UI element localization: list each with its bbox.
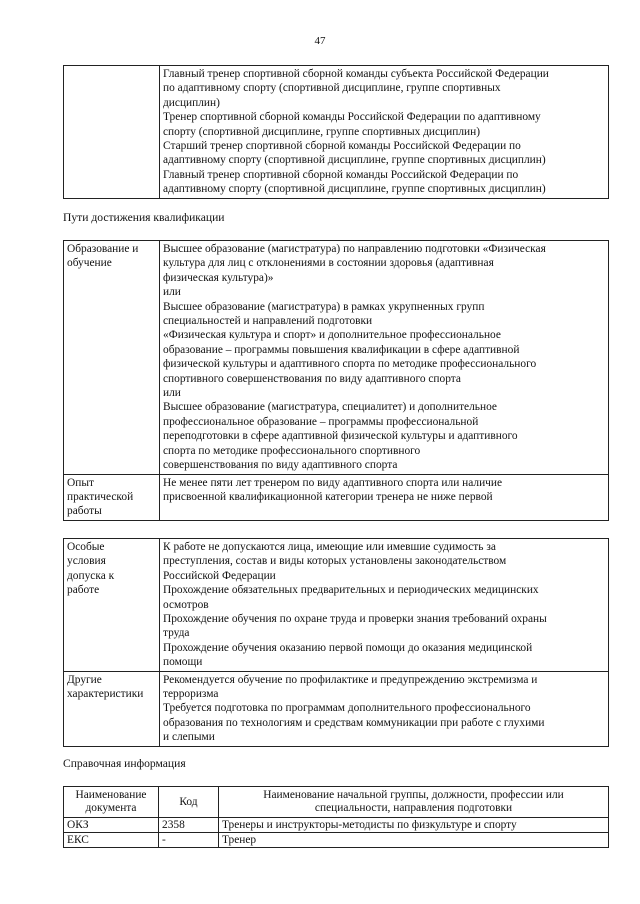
code-cell: - xyxy=(159,833,219,848)
text-line: Требуется подготовка по программам дополнительного профессионального xyxy=(163,702,531,715)
text-line: Рекомендуется обучение по профилактике и предупреждению экстремизма и xyxy=(163,673,538,686)
positions-cell xyxy=(160,66,609,199)
header-line: специальности, направления подготовки xyxy=(314,802,513,814)
text-line: или xyxy=(163,286,181,299)
text-line: образование – программы повышения квалификации в сфере адаптивной xyxy=(163,343,520,356)
text-line: Прохождение обязательных предварительных и периодических медицинских xyxy=(163,584,539,597)
header-code: Код xyxy=(159,787,219,818)
label-line: условия xyxy=(67,555,106,568)
text-line: труда xyxy=(163,627,190,640)
text-line: Российской Федерации xyxy=(163,569,276,582)
label-line: обучение xyxy=(67,257,112,270)
empty-label-cell xyxy=(64,66,160,199)
text-line: адаптивному спорту (спортивной дисциплине, группе спортивных дисциплин) xyxy=(163,154,546,167)
text-line: Старший тренер спортивной сборной команды Российской Федерации по xyxy=(163,140,521,153)
text-line: и слепыми xyxy=(163,731,215,744)
text-line: терроризма xyxy=(163,688,219,701)
label-line: Особые xyxy=(67,541,105,553)
text-line: специальностей и направлений подготовки xyxy=(163,315,373,328)
text-line: Не менее пяти лет тренером по виду адаптивного спорта или наличие xyxy=(163,476,503,489)
content-cell xyxy=(160,241,609,475)
text-line: К работе не допускаются лица, имеющие или имевшие судимость за xyxy=(163,541,496,553)
page-number: 47 xyxy=(314,35,326,47)
content-cell xyxy=(160,474,609,520)
table-row xyxy=(64,671,609,746)
label-line: работы xyxy=(67,505,102,518)
text-line: Тренер спортивной сборной команды Российской Федерации по адаптивному xyxy=(163,111,541,124)
label-cell xyxy=(64,241,160,475)
text-line: или xyxy=(163,387,181,400)
label-line: работе xyxy=(67,584,100,597)
text-line: профессиональное образование – программы профессиональной xyxy=(163,415,479,428)
label-line: практической xyxy=(67,490,134,503)
label-cell xyxy=(64,539,160,672)
text-line: присвоенной квалификационной категории тренера не ниже первой xyxy=(163,490,493,503)
positions-table xyxy=(63,65,609,199)
qualification-heading: Пути достижения квалификации xyxy=(63,211,225,224)
text-line: Прохождение обучения по охране труда и проверки знания требований охраны xyxy=(163,613,547,626)
text-line: культура для лиц с отклонениями в состоянии здоровья (адаптивная xyxy=(163,257,494,270)
text-line: помощи xyxy=(163,656,203,669)
text-line: физическая культура)» xyxy=(163,271,274,284)
table-row xyxy=(64,474,609,520)
table-row xyxy=(64,66,609,199)
content-cell xyxy=(160,671,609,746)
text-line: спортивного совершенствования по виду адаптивного спорта xyxy=(163,372,461,385)
text-line: Высшее образование (магистратура) в рамках укрупненных групп xyxy=(163,300,485,313)
reference-heading: Справочная информация xyxy=(63,757,186,770)
label-line: Образование и xyxy=(67,243,139,255)
text-line: осмотров xyxy=(163,598,209,611)
label-cell xyxy=(64,474,160,520)
table-row xyxy=(64,539,609,672)
label-line: допуска к xyxy=(67,569,115,582)
name-cell: Тренер xyxy=(219,833,609,848)
header-document xyxy=(64,787,159,818)
label-line: Опыт xyxy=(67,476,94,489)
text-line: Высшее образование (магистратура) по направлению подготовки «Физическая xyxy=(163,243,546,255)
label-cell xyxy=(64,671,160,746)
text-line: переподготовки в сфере адаптивной физической культуры и адаптивного xyxy=(163,430,518,443)
table-row xyxy=(64,833,609,848)
doc-cell: ЕКС xyxy=(64,833,159,848)
text-line: «Физическая культура и спорт» и дополнительное профессиональное xyxy=(163,329,501,342)
header-line: Наименование xyxy=(75,789,147,801)
text-line: Главный тренер спортивной сборной команды субъекта Российской Федерации xyxy=(163,68,549,80)
label-line: характеристики xyxy=(67,688,144,701)
doc-cell: ОКЗ xyxy=(64,818,159,833)
table-row xyxy=(64,818,609,833)
text-line: спорту (спортивной дисциплине, группе спортивных дисциплин) xyxy=(163,125,481,138)
content-cell xyxy=(160,539,609,672)
text-line: дисциплин) xyxy=(163,96,220,109)
text-line: по адаптивному спорту (спортивной дисциплине, группе спортивных xyxy=(163,82,501,95)
text-line: совершенствования по виду адаптивного спорта xyxy=(163,459,398,472)
text-line: Главный тренер спортивной сборной команды Российской Федерации по xyxy=(163,168,519,181)
header-name xyxy=(219,787,609,818)
reference-table xyxy=(63,786,609,848)
text-line: Прохождение обучения оказанию первой помощи до оказания медицинской xyxy=(163,641,533,654)
code-cell: 2358 xyxy=(159,818,219,833)
header-line: документа xyxy=(85,802,137,814)
text-line: спорта по методике профессионального спортивного xyxy=(163,444,421,457)
text-line: преступления, состав и виды которых установлены законодательством xyxy=(163,555,507,568)
text-line: Высшее образование (магистратура, специалитет) и дополнительное xyxy=(163,401,497,414)
header-line: Наименование начальной группы, должности, профессии или xyxy=(263,789,564,801)
text-line: адаптивному спорту (спортивной дисциплине, группе спортивных дисциплин) xyxy=(163,183,546,196)
text-line: образования по технологиям и средствам коммуникации при работе с глухими xyxy=(163,716,545,729)
qualification-table xyxy=(63,240,609,521)
conditions-table xyxy=(63,538,609,747)
table-header-row xyxy=(64,787,609,818)
table-row xyxy=(64,241,609,475)
label-line: Другие xyxy=(67,673,102,686)
name-cell: Тренеры и инструкторы-методисты по физкультуре и спорту xyxy=(219,818,609,833)
text-line: физической культуры и адаптивного спорта по методике профессионального xyxy=(163,358,537,371)
